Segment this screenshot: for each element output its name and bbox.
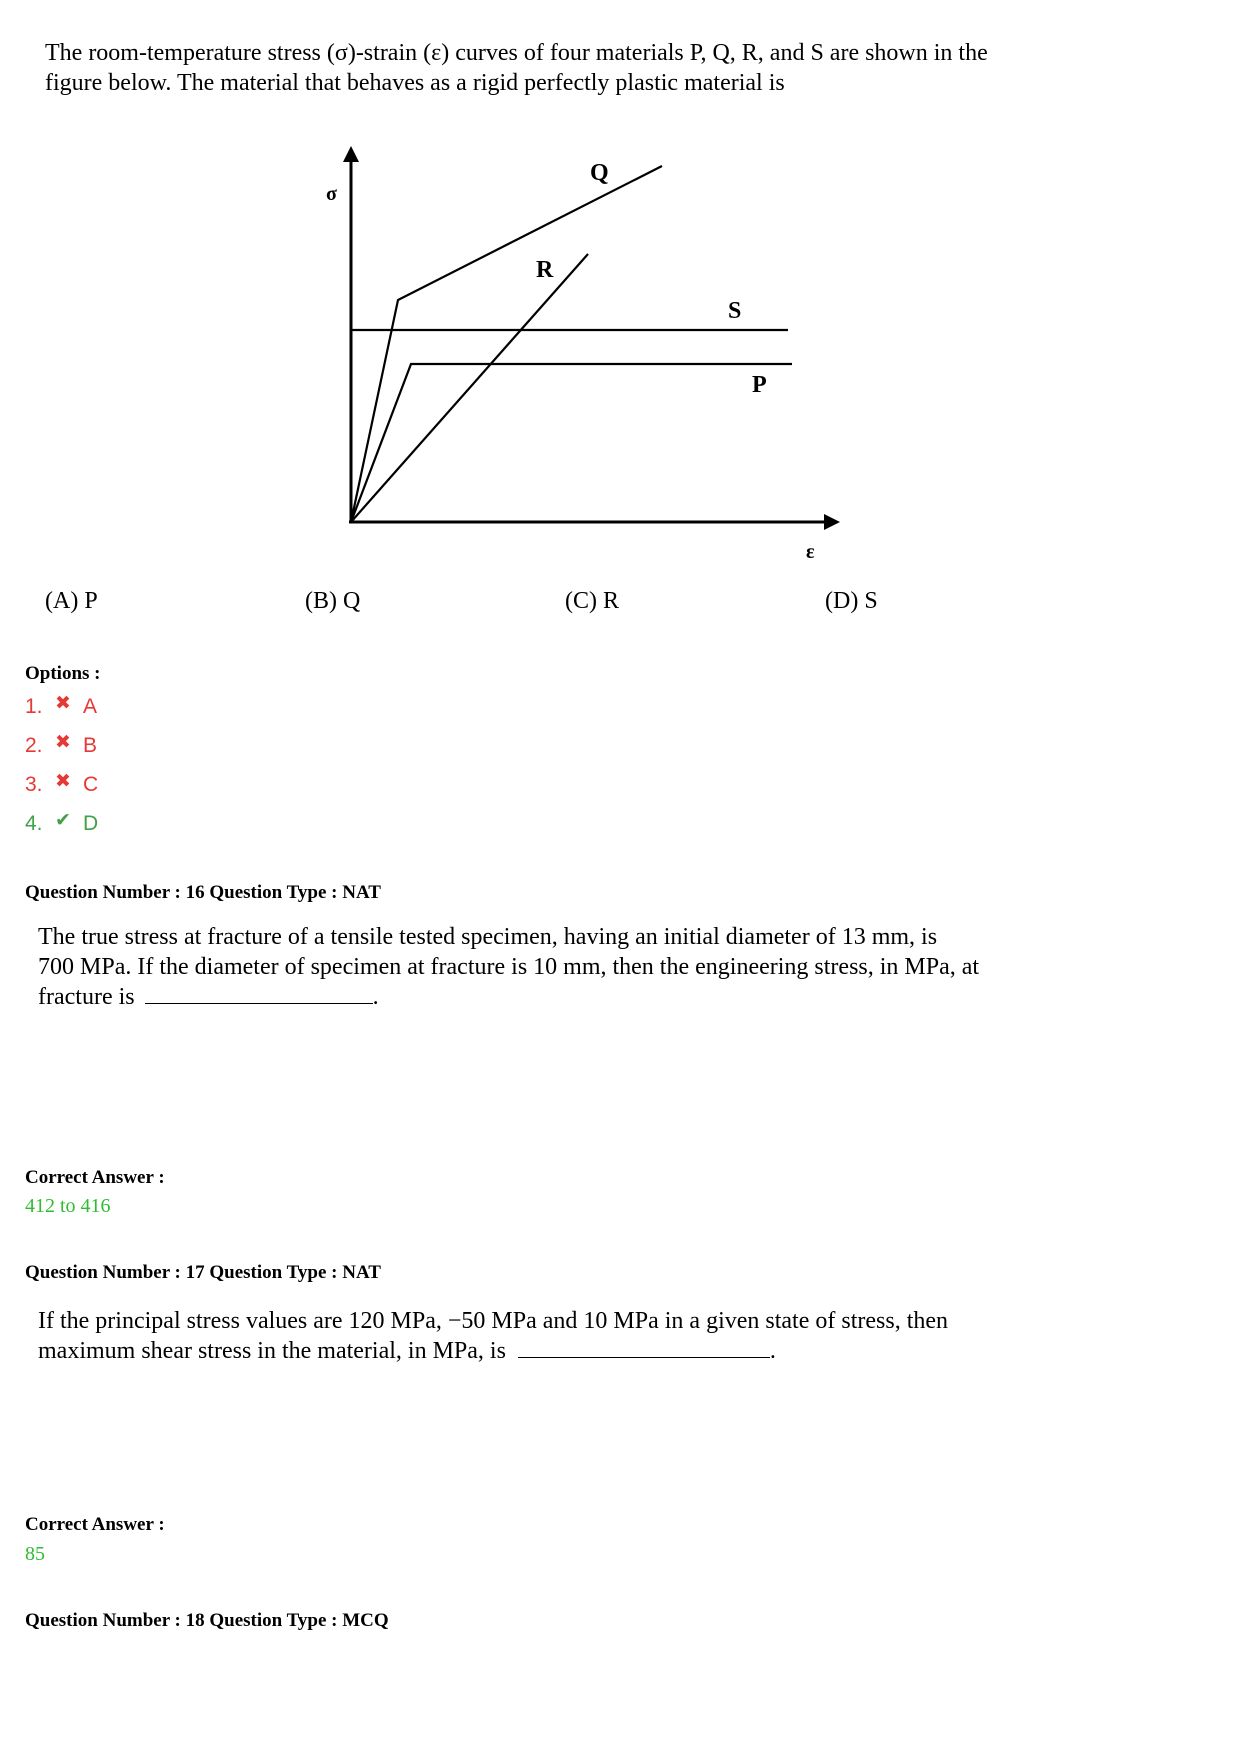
- question-17-header: Question Number : 17 Question Type : NAT: [25, 1262, 381, 1283]
- answer-blank: [518, 1337, 770, 1358]
- option-3-number: 3.: [25, 773, 43, 796]
- question-16-correct-answer: 412 to 416: [25, 1195, 111, 1217]
- choice-b: (B) Q: [305, 588, 361, 614]
- curve-r: [351, 254, 588, 522]
- option-3-text: C: [83, 773, 99, 796]
- question-16-line-3: fracture is .: [38, 984, 379, 1010]
- question-18-header: Question Number : 18 Question Type : MCQ: [25, 1610, 389, 1631]
- answer-blank: [145, 983, 373, 1004]
- question-16-header: Question Number : 16 Question Type : NAT: [25, 882, 381, 903]
- question-15-stem-line-2: figure below. The material that behaves as a rigid perfectly plastic material is: [45, 70, 785, 96]
- curve-label-s: S: [728, 298, 742, 324]
- option-3: [25, 770, 99, 797]
- option-4-number: 4.: [25, 812, 43, 835]
- question-16-line-3-text: fracture is: [38, 984, 135, 1010]
- question-16-text: [38, 922, 1110, 1012]
- option-2-text: B: [83, 734, 98, 757]
- option-2-number: 2.: [25, 734, 43, 757]
- curve-label-p: P: [752, 372, 767, 398]
- curve-p: [351, 364, 792, 522]
- question-17-correct-answer-label: Correct Answer :: [25, 1514, 165, 1535]
- option-1-number: 1.: [25, 695, 43, 718]
- cross-icon: ✖: [55, 770, 71, 792]
- options-label: Options :: [25, 663, 101, 684]
- option-1-text: A: [83, 695, 98, 718]
- check-icon: ✔: [55, 809, 71, 831]
- choice-c: (C) R: [565, 588, 619, 614]
- option-2: [25, 731, 98, 758]
- cross-icon: ✖: [55, 692, 71, 714]
- question-17-text: [38, 1306, 1110, 1366]
- curve-label-r: R: [536, 257, 554, 283]
- y-axis-label: σ: [326, 183, 337, 205]
- x-axis-arrowhead: [824, 514, 840, 530]
- stress-strain-figure: [0, 0, 1240, 560]
- question-17-correct-answer: 85: [25, 1543, 45, 1565]
- question-16-line-2: 700 MPa. If the diameter of specimen at fracture is 10 mm, then the engineering stress, in MPa, at: [38, 954, 980, 980]
- option-4-text: D: [83, 812, 99, 835]
- question-16-line-1: The true stress at fracture of a tensile tested specimen, having an initial diameter of 13 mm, is: [38, 924, 938, 950]
- cross-icon: ✖: [55, 731, 71, 753]
- y-axis-arrowhead: [343, 146, 359, 162]
- question-16-correct-answer-label: Correct Answer :: [25, 1167, 165, 1188]
- x-axis-label: ε: [806, 541, 815, 560]
- question-15-stem-line-1: The room-temperature stress (σ)-strain (ε) curves of four materials P, Q, R, and S are shown in the: [45, 40, 988, 66]
- curve-label-q: Q: [590, 160, 609, 186]
- choice-d: (D) S: [825, 588, 878, 614]
- choice-a: (A) P: [45, 588, 98, 614]
- option-4: [25, 809, 99, 836]
- question-17-line-2-text: maximum shear stress in the material, in MPa, is: [38, 1338, 506, 1364]
- question-17-line-1: If the principal stress values are 120 MPa, −50 MPa and 10 MPa in a given state of stress, then: [38, 1308, 949, 1334]
- question-17-line-2: maximum shear stress in the material, in MPa, is .: [38, 1338, 776, 1364]
- option-1: [25, 692, 98, 719]
